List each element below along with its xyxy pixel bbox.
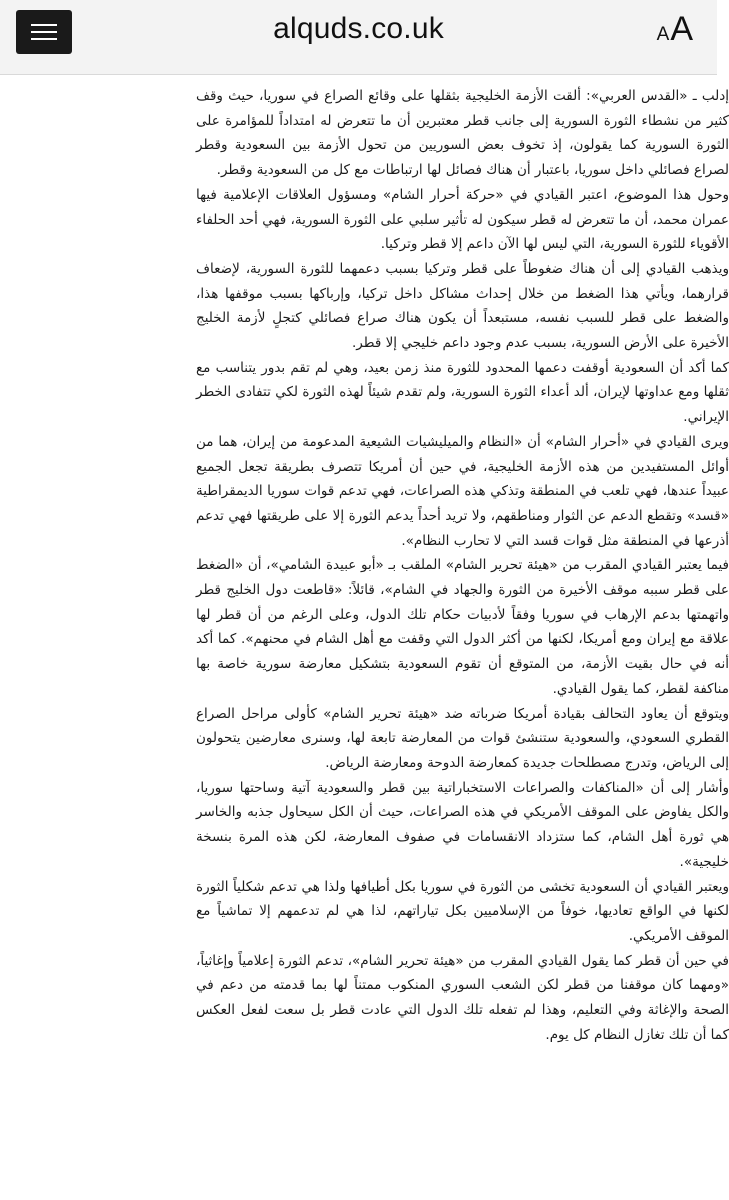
article-paragraph: ويذهب القيادي إلى أن هناك ضغوطاً على قطر وتركيا بسبب دعمهما للثورة السورية، لإضعاف قرارهما، ويأتي هذا الضغط من خلال إحداث مشاكل داخل تركيا، وإرباكها بسبب موقفها هذا، والضغط على قطر للسبب نفسه، مستبعداً أن يكون هناك صراع فصائلي كتجلٍ لأزمة الخليج الأخيرة على الأرض السورية، بسبب عدم وجود داعم خليجي إلا قطر. <box>196 260 729 352</box>
text-size-large-icon: A <box>670 10 693 48</box>
article-paragraph: إدلب ـ «القدس العربي»: ألقت الأزمة الخليجية بثقلها على وقائع الصراع في سوريا، حيث وقف كثير من نشطاء الثورة السورية إلى جانب قطر معتبرين أن ما تتعرض له امتداداً للمؤامرة على الثورة السورية كما يقولون، إذ تخوف بعض السوريين من تحول الأزمة بين السعودية وقطر لصراع فصائلي داخل سوريا، باعتبار أن هناك فصائل لها ارتباطات مع كل من السعودية وقطر. <box>196 88 729 179</box>
article-paragraph: فيما يعتبر القيادي المقرب من «هيئة تحرير الشام» الملقب بـ «أبو عبيدة الشامي»، أن «الضغط على قطر سببه موقف الأخيرة من الثورة والجهاد في الشام»، قائلاً: «قاطعت دول الخليج قطر واتهمتها بدعم الإرهاب في سوريا وفقاً لأدبيات حكام تلك الدول، وعلى الرغم من أن قطر لها علاقة مع إيران ومع أمريكا، لكنها من أكثر الدول التي وقفت مع أهل الشام في محنهم». كما أكد أنه في حال بقيت الأزمة، من المتوقع أن تقوم السعودية بتشكيل معارضة سورية خاصة بها مناكفة لقطر، كما يقول القيادي. <box>196 557 729 697</box>
article-paragraph: ويتوقع أن يعاود التحالف بقيادة أمريكا ضرباته ضد «هيئة تحرير الشام» كأولى مراحل الصراع القطري السعودي، والسعودية ستنشئ قوات من المعارضة تابعة لها، وسنرى معارضين يتحولون إلى الرياض، وتدرج مصطلحات جديدة كمعارضة الدوحة ومعارضة الرياض. <box>196 705 729 771</box>
article-paragraph: ويرى القيادي في «أحرار الشام» أن «النظام والميليشيات الشيعية المدعومة من إيران، هما من أوائل المستفيدين من هذه الأزمة الخليجية، في حين أن أمريكا تتصرف بطريقة تجعل الجميع عبيداً عندها، فهي تلعب في المنطقة وتذكي هذه الصراعات، فهي تدعم قوات سوريا الديمقراطية «قسد» وتقطع الدعم عن الثوار ومناطقهم، ولا تريد أحداً يدعم الثورة إلا على طريقتها فهي تدعم أذرعها في المنطقة مثل قوات قسد التي لا تحارب النظام». <box>196 433 729 549</box>
text-size-small-icon: A <box>656 24 670 45</box>
text-size-button[interactable] <box>657 10 693 49</box>
address-bar-url[interactable]: alquds.co.uk <box>273 12 444 45</box>
article-paragraph: ويعتبر القيادي أن السعودية تخشى من الثورة في سوريا بكل أطيافها ولذا هي تدعم شكلياً الثورة لكنها في الواقع تعاديها، خوفاً من الإسلاميين بكل تياراتهم، لذا هي لم تدعمهم إلا تماشياً مع الموقف الأمريكي. <box>196 878 729 944</box>
browser-toolbar <box>0 0 717 75</box>
article-body <box>196 84 729 1047</box>
article-paragraph: وأشار إلى أن «المناكفات والصراعات الاستخباراتية بين قطر والسعودية آتية وساحتها سوريا، والكل يفاوض على الموقف الأمريكي في هذه الصراعات، حيث أن الكل سيحاول جذبه والخاسر هي ثورة أهل الشام، كما ستزداد الانقسامات في صفوف المعارضة، لكن هذه المرة بنسخة خليجية». <box>196 779 729 870</box>
article-paragraph: كما أكد أن السعودية أوقفت دعمها المحدود للثورة منذ زمن بعيد، وهي لم تقم بدور يتناسب مع ثقلها ومع عداوتها لإيران، ألد أعداء الثورة السورية، ولم تقدم شيئاً لهذه الثورة لكي تتفادى الخطر الإيراني. <box>196 359 729 426</box>
article-paragraph: في حين أن قطر كما يقول القيادي المقرب من «هيئة تحرير الشام»، تدعم الثورة إعلامياً وإغاثياً، «ومهما كان موقفنا من قطر لكن الشعب السوري المنكوب ممتناً لها بما قدمته من دعم في الصحة والإغاثة وفي التعليم، وهذا لم تفعله تلك الدول التي عادت قطر بل سعت لفعل العكس كما أن تلك تغازل النظام كل يوم. <box>196 952 729 1043</box>
article-paragraph: وحول هذا الموضوع، اعتبر القيادي في «حركة أحرار الشام» ومسؤول العلاقات الإعلامية فيها عمران محمد، أن ما تتعرض له قطر سيكون له تأثير سلبي على الثورة السورية، فهي أحد الحلفاء الأقوياء للثورة السورية، التي ليس لها الآن داعم إلا قطر وتركيا. <box>196 186 729 253</box>
